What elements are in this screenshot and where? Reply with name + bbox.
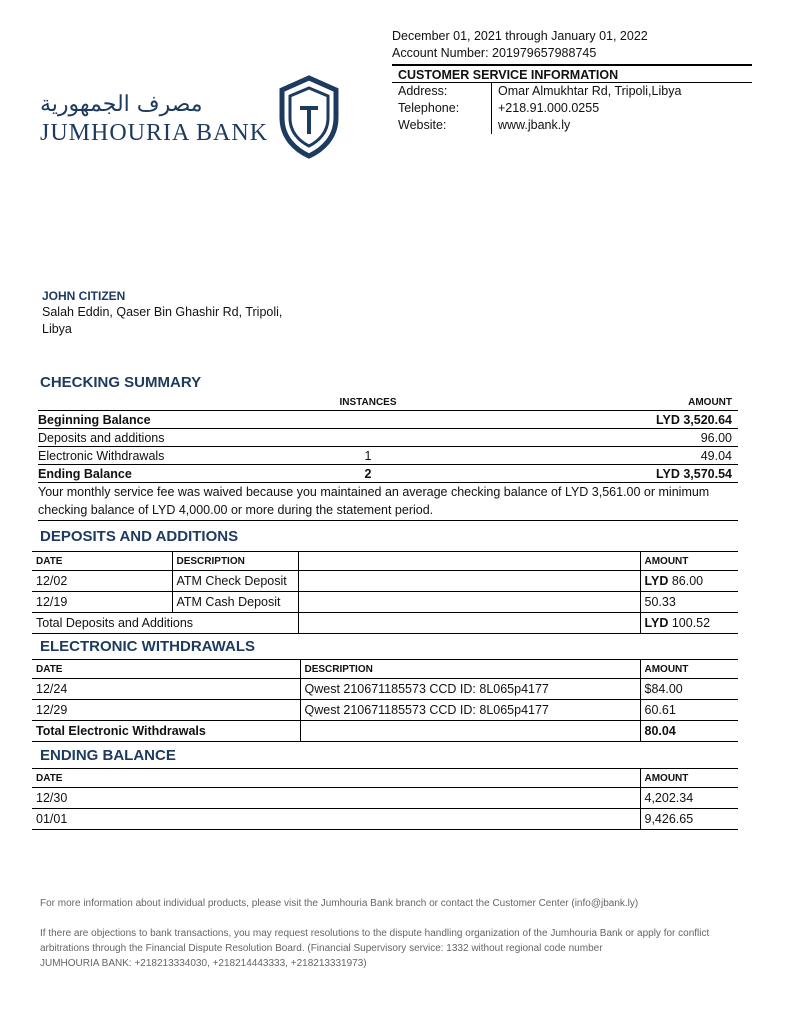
shield-logo-icon [276, 74, 342, 160]
summary-column-header [38, 394, 738, 411]
withdrawals-title: ELECTRONIC WITHDRAWALS [40, 638, 255, 655]
table-header-row: DATE DESCRIPTION AMOUNT [32, 552, 738, 571]
service-fee-note: Your monthly service fee was waived because you maintained an average checking balance of LYD 3,561.00 or minimum checking balance of LYD 4,000.00 or more during the statement period. [38, 483, 738, 521]
cs-value: www.jbank.ly [498, 118, 571, 132]
customer-block [42, 288, 282, 338]
customer-service-title: CUSTOMER SERVICE INFORMATION [392, 64, 752, 83]
account-number: Account Number: 201979657988745 [392, 46, 597, 60]
statement-period: December 01, 2021 through January 01, 2022 [392, 29, 648, 43]
cs-row-address [392, 83, 752, 100]
summary-row: Deposits and additions 96.00 [38, 429, 738, 447]
logo-latin-text: JUMHOURIA BANK [40, 120, 269, 146]
footer-dispute: If there are objections to bank transactions, you may request resolutions to the dispute handling organization of the Jumhouria Bank or apply for conflict arbitrations through the Financial Dispute Resolution Board. (Financial Supervisory service: 1332 without regional code number JUMHOURIA BANK: +218213334030, +218214443333, +218213331973) [40, 928, 710, 969]
customer-address-line2: Libya [42, 322, 72, 336]
footer-info: For more information about individual products, please visit the Jumhouria Bank branch or contact the Customer Center (info@jbank.ly) [40, 898, 639, 909]
cs-label: Website: [392, 117, 492, 134]
withdrawals-table [32, 659, 738, 742]
checking-summary-title: CHECKING SUMMARY [40, 374, 202, 391]
table-header-row: DATE DESCRIPTION AMOUNT [32, 660, 738, 679]
deposits-table [32, 551, 738, 634]
customer-address-line1: Salah Eddin, Qaser Bin Ghashir Rd, Tripoli, [42, 305, 283, 319]
total-row: Total Electronic Withdrawals 80.04 [32, 721, 738, 742]
table-row: 01/01 9,426.65 [32, 809, 738, 830]
bank-logo [38, 70, 358, 160]
table-header-row: DATE AMOUNT [32, 769, 738, 788]
ending-balance-title: ENDING BALANCE [40, 747, 176, 764]
total-row: Total Deposits and Additions LYD 100.52 [32, 613, 738, 634]
cs-row-telephone [392, 100, 752, 117]
ending-balance-table [32, 768, 738, 830]
cs-label: Telephone: [392, 100, 492, 117]
cs-label: Address: [392, 83, 492, 100]
cs-row-website [392, 117, 752, 134]
summary-row: Electronic Withdrawals 1 49.04 [38, 447, 738, 465]
table-row: 12/30 4,202.34 [32, 788, 738, 809]
logo-arabic-text: مصرف الجمهورية [40, 92, 203, 117]
instances-header: INSTANCES [339, 397, 397, 408]
checking-summary [38, 394, 738, 521]
table-row: 12/29 Qwest 210671185573 CCD ID: 8L065p4177 60.61 [32, 700, 738, 721]
statement-header [392, 28, 752, 134]
table-row: 12/24 Qwest 210671185573 CCD ID: 8L065p4177 $84.00 [32, 679, 738, 700]
table-row: 12/02 ATM Check Deposit LYD 86.00 [32, 571, 738, 592]
cs-value: +218.91.000.0255 [498, 101, 600, 115]
deposits-title: DEPOSITS AND ADDITIONS [40, 528, 239, 545]
summary-row: Ending Balance 2 LYD 3,570.54 [38, 465, 738, 483]
table-row: 12/19 ATM Cash Deposit 50.33 [32, 592, 738, 613]
cs-value: Omar Almukhtar Rd, Tripoli,Libya [498, 84, 682, 98]
customer-name: JOHN CITIZEN [42, 289, 126, 303]
summary-row: Beginning Balance LYD 3,520.64 [38, 411, 738, 429]
amount-header: AMOUNT [688, 397, 732, 408]
